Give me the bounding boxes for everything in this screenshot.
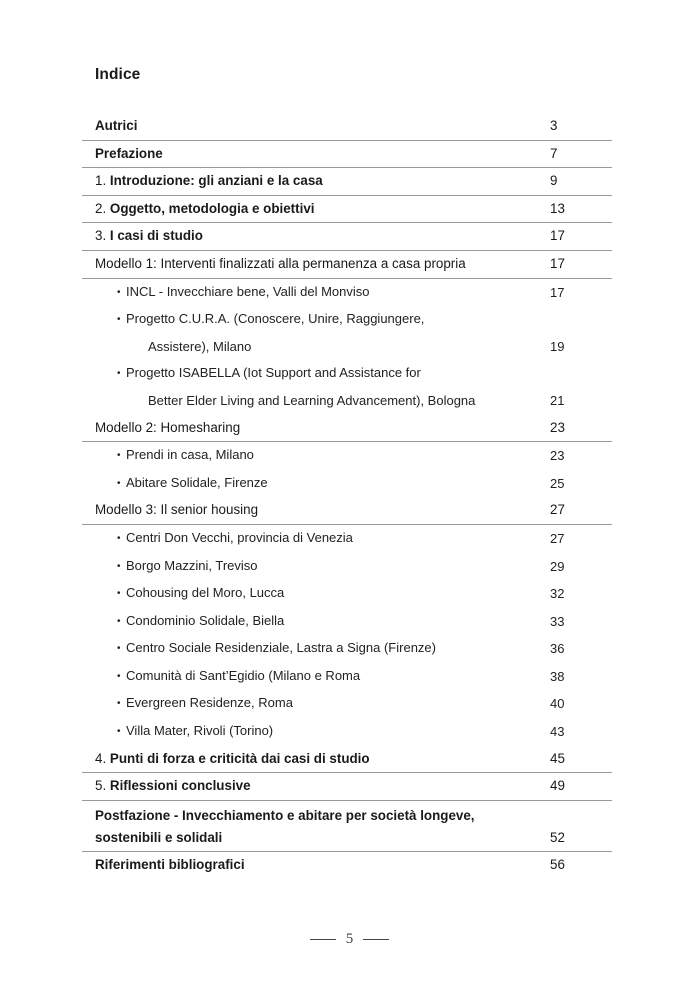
toc-entry-chapter-5[interactable]: [82, 773, 612, 801]
toc-entry-title: Punti di forza e criticità dai casi di studio: [109, 750, 370, 766]
toc-entry-page: 21: [550, 392, 565, 408]
toc-subentry[interactable]: [82, 553, 612, 581]
toc-entry-page: 3: [550, 118, 558, 133]
toc-subentry-title: Progetto ISABELLA (Iot Support and Assistance for: [126, 365, 421, 381]
toc-entry-page: 19: [550, 338, 565, 354]
toc-entry-page: 32: [550, 586, 565, 602]
bullet-icon: •: [117, 477, 121, 489]
toc-subentry[interactable]: [82, 635, 612, 663]
toc-entry-page: 33: [550, 613, 565, 629]
page-number: 5: [345, 931, 354, 947]
toc-entry-page: 7: [550, 145, 558, 161]
toc-subentry-title: INCL - Invecchiare bene, Valli del Monviso: [126, 283, 370, 299]
bullet-icon: •: [117, 670, 121, 682]
page-footer: [0, 931, 699, 948]
toc-entry-page: 23: [550, 448, 565, 464]
toc-subentry-title: Centro Sociale Residenziale, Lastra a Signa (Firenze): [126, 640, 436, 656]
toc-subentry[interactable]: [82, 663, 612, 691]
toc-entry-chapter-2[interactable]: [82, 196, 612, 224]
bullet-icon: •: [117, 588, 121, 600]
toc-subentry-title: Progetto C.U.R.A. (Conoscere, Unire, Raggiungere,: [126, 311, 425, 327]
toc-entry-title: Oggetto, metodologia e obiettivi: [109, 200, 315, 216]
toc-entry-title: Modello 1: Interventi finalizzati alla permanenza a casa propria: [95, 255, 466, 271]
toc-subentry-title-cont: Assistere), Milano: [148, 338, 252, 354]
toc-entry-page: 43: [550, 724, 565, 740]
bullet-icon: •: [117, 615, 121, 627]
page-title: Indice: [95, 66, 141, 83]
toc-subentry[interactable]: [82, 580, 612, 608]
toc-entry-page: 36: [550, 641, 565, 657]
toc-subentry-title: Condominio Solidale, Biella: [126, 612, 285, 628]
bullet-icon: •: [117, 643, 121, 655]
toc-entry-title: Postfazione - Invecchiamento e abitare per società longeve,: [95, 807, 475, 823]
toc-entry-page: 17: [550, 228, 565, 244]
toc-entry-chapter-1[interactable]: [82, 168, 612, 196]
footer-rule-left: [310, 939, 336, 940]
toc-entry-page: 29: [550, 558, 565, 574]
toc-subentry[interactable]: [82, 718, 612, 746]
toc-subentry[interactable]: [82, 306, 612, 334]
footer-rule-right: [363, 939, 389, 940]
toc-entry-riferimenti[interactable]: [82, 852, 612, 879]
bullet-icon: •: [117, 286, 121, 298]
toc-entry-chapter-3[interactable]: [82, 223, 612, 251]
toc-entry-title: Autrici: [95, 118, 138, 133]
toc-entry-page: 9: [550, 173, 558, 189]
toc-entry-title: Modello 3: Il senior housing: [95, 502, 259, 518]
toc-subentry[interactable]: [82, 690, 612, 718]
toc-entry-chapter-4[interactable]: [82, 746, 612, 774]
toc-entry-page: 17: [550, 255, 565, 271]
chapter-number: 4.: [95, 750, 107, 766]
toc-subentry-title-cont: Better Elder Living and Learning Advancement), Bologna: [148, 392, 476, 408]
bullet-icon: •: [117, 560, 121, 572]
bullet-icon: •: [117, 532, 121, 544]
toc-subentry-title: Borgo Mazzini, Treviso: [126, 557, 258, 573]
toc-entry-postfazione[interactable]: [82, 801, 612, 852]
bullet-icon: •: [117, 726, 121, 738]
toc-entry-prefazione[interactable]: [82, 141, 612, 169]
chapter-number: 1.: [95, 173, 107, 189]
toc-entry-page: 40: [550, 696, 565, 712]
toc-subentry[interactable]: [82, 442, 612, 470]
toc-subentry[interactable]: [82, 470, 612, 498]
toc-entry-title: Riferimenti bibliografici: [95, 856, 245, 872]
toc-entry-page: 45: [550, 750, 565, 766]
toc-entry-title: Riflessioni conclusive: [109, 778, 251, 794]
chapter-number: 2.: [95, 200, 107, 216]
toc-entry-title: Introduzione: gli anziani e la casa: [109, 173, 323, 189]
bullet-icon: •: [117, 368, 121, 380]
toc-entry-title: Prefazione: [95, 145, 163, 161]
toc-entry-page: 52: [550, 829, 565, 845]
toc-subentry[interactable]: [82, 525, 612, 553]
toc-entry-page: 27: [550, 530, 565, 546]
toc-subentry-title: Cohousing del Moro, Lucca: [126, 585, 285, 601]
toc-subentry-continuation[interactable]: [82, 334, 612, 361]
toc-entry-page: 13: [550, 200, 565, 216]
toc-entry-page: 27: [550, 502, 565, 518]
bullet-icon: •: [117, 450, 121, 462]
toc-subentry-title: Evergreen Residenze, Roma: [126, 695, 293, 711]
toc-subentry-title: Centri Don Vecchi, provincia di Venezia: [126, 529, 353, 545]
toc-subentry-title: Comunità di Sant’Egidio (Milano e Roma: [126, 667, 361, 683]
toc-entry-page: 25: [550, 475, 565, 491]
toc-entry-title-cont: sostenibili e solidali: [95, 829, 223, 845]
toc-entry-title: I casi di studio: [109, 228, 203, 244]
toc-subentry-title: Villa Mater, Rivoli (Torino): [126, 723, 274, 739]
toc-subentry-continuation[interactable]: [82, 388, 612, 415]
toc-entry-title: Modello 2: Homesharing: [95, 419, 241, 435]
chapter-number: 5.: [95, 778, 107, 794]
toc-entry-page: 23: [550, 419, 565, 435]
toc-entry-page: 49: [550, 778, 565, 794]
toc-entry-modello-3[interactable]: [82, 497, 612, 525]
toc-entry-page: 17: [550, 284, 565, 300]
toc-subentry-title: Abitare Solidale, Firenze: [126, 474, 268, 490]
toc-entry-modello-2[interactable]: [82, 415, 612, 443]
toc-entry-modello-1[interactable]: [82, 251, 612, 279]
bullet-icon: •: [117, 314, 121, 326]
toc-subentry-title: Prendi in casa, Milano: [126, 447, 254, 463]
toc-subentry[interactable]: [82, 279, 612, 307]
toc-entry-autrici[interactable]: [82, 113, 612, 141]
bullet-icon: •: [117, 698, 121, 710]
toc-entry-page: 56: [550, 856, 565, 872]
toc-subentry[interactable]: [82, 608, 612, 636]
toc-entry-page: 38: [550, 668, 565, 684]
chapter-number: 3.: [95, 228, 107, 244]
table-of-contents: [82, 113, 612, 878]
toc-subentry[interactable]: [82, 360, 612, 388]
